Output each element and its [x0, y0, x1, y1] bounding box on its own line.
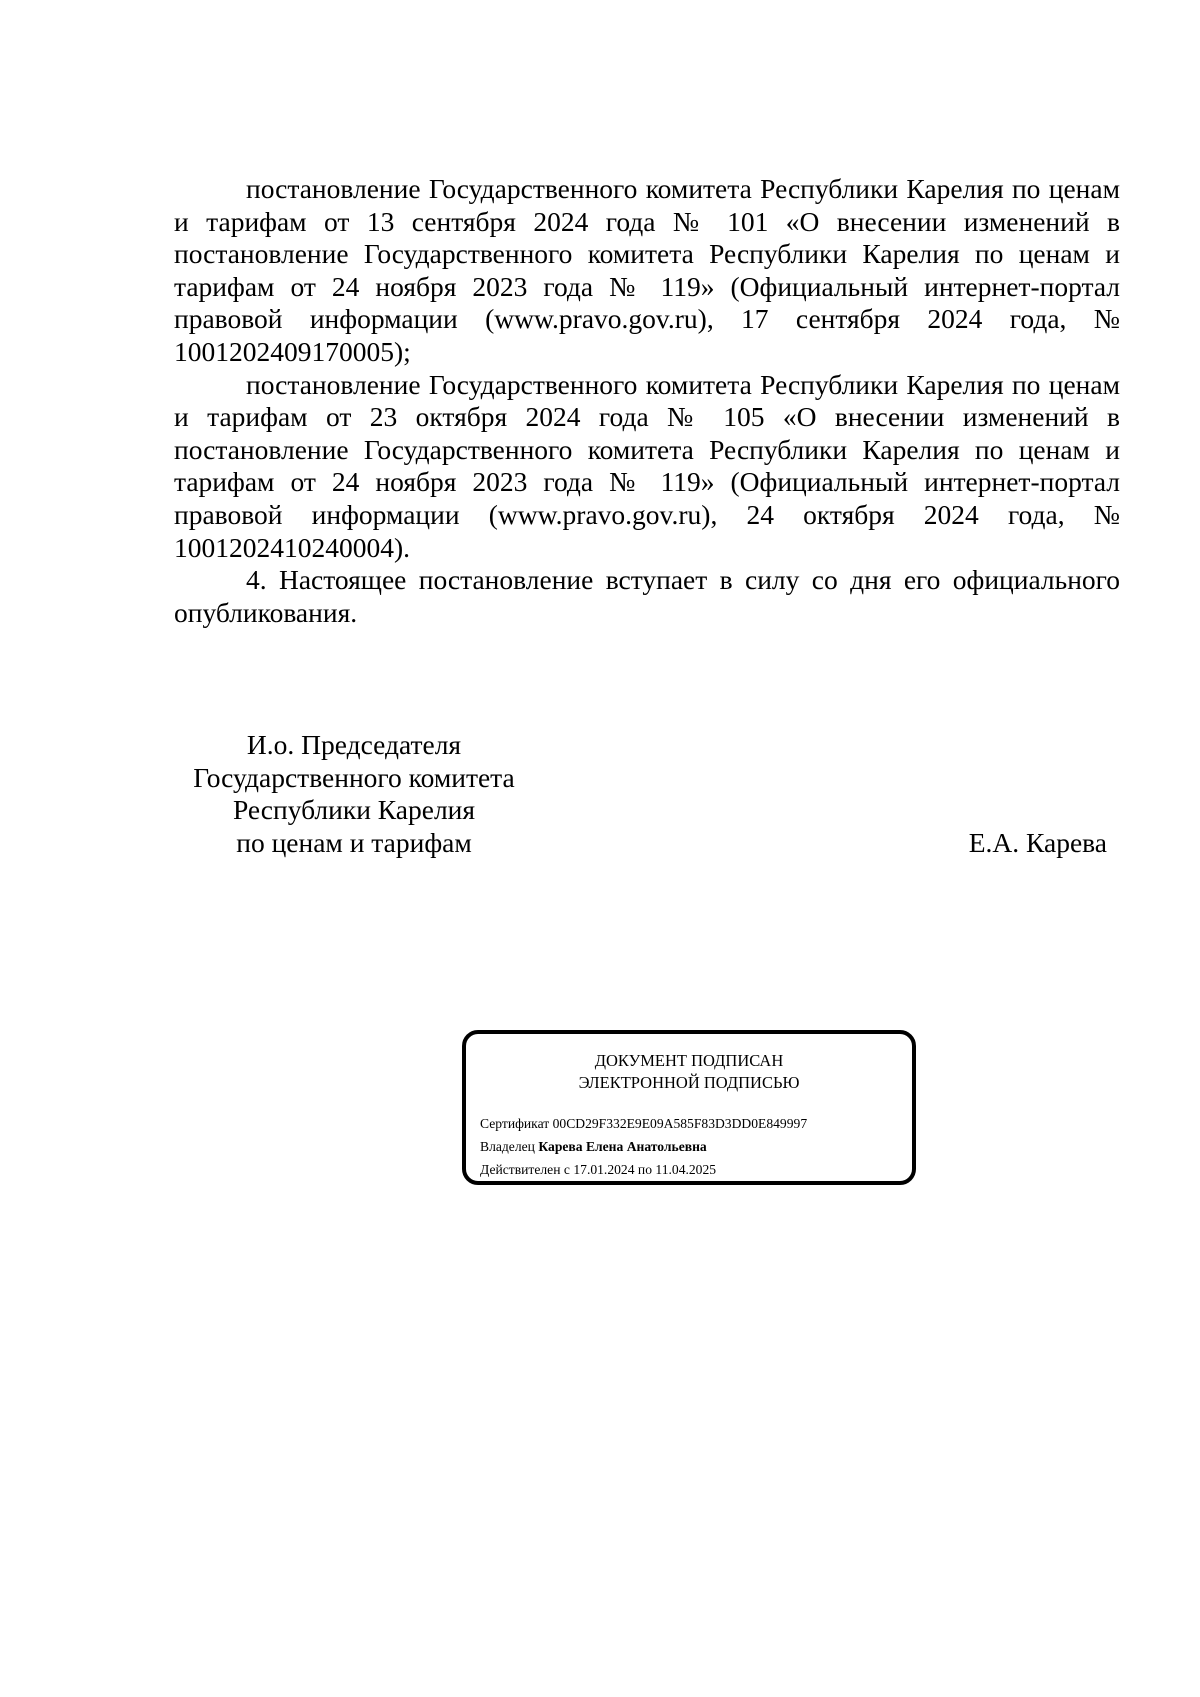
owner-value: Карева Елена Анатольевна: [538, 1139, 707, 1154]
signatory-position-line: по ценам и тарифам: [236, 826, 472, 858]
signatory-name: Е.А. Карева: [968, 827, 1107, 858]
certificate-label: Сертификат: [480, 1116, 550, 1131]
valid-from-date: 17.01.2024: [573, 1162, 635, 1177]
document-body: [174, 173, 1120, 629]
electronic-signature-stamp: [462, 1030, 916, 1185]
validity-label: Действителен: [480, 1162, 561, 1177]
stamp-title: [466, 1050, 912, 1094]
stamp-details: [480, 1112, 807, 1181]
valid-to-date: 11.04.2025: [655, 1162, 717, 1177]
valid-to-prefix: по: [637, 1162, 652, 1177]
paragraph-effective-date: 4. Настоящее постановление вступает в силу со дня его официального опубликования.: [174, 564, 1120, 628]
stamp-title-line: ДОКУМЕНТ ПОДПИСАН: [594, 1051, 784, 1070]
signatory-position-line: Республики Карелия: [232, 794, 476, 826]
validity-row: [480, 1158, 807, 1181]
signatory-position: [174, 729, 534, 859]
owner-label: Владелец: [480, 1139, 535, 1154]
signatory-position-line: И.о. Председателя: [246, 729, 462, 760]
certificate-row: [480, 1112, 807, 1135]
stamp-title-line: ЭЛЕКТРОННОЙ ПОДПИСЬЮ: [578, 1073, 800, 1092]
paragraph-resolution-101: постановление Государственного комитета Республики Карелия по ценам и тарифам от 13 сентября 2024 года № 101 «О внесении изменений в постановление Государственного комитета Республики Карелия по ценам и тарифам от 24 ноября 2023 года № 119» (Официальный интернет-портал правовой информации (www.pravo.gov.ru), 17 сентября 2024 года, № 1001202409170005);: [174, 173, 1120, 367]
valid-from-prefix: с: [563, 1162, 570, 1177]
paragraph-resolution-105: постановление Государственного комитета Республики Карелия по ценам и тарифам от 23 октября 2024 года № 105 «О внесении изменений в постановление Государственного комитета Республики Карелия по ценам и тарифам от 24 ноября 2023 года № 119» (Официальный интернет-портал правовой информации (www.pravo.gov.ru), 24 октября 2024 года, № 1001202410240004).: [174, 368, 1120, 563]
owner-row: [480, 1135, 807, 1158]
signatory-position-line: Государственного комитета: [193, 761, 515, 793]
certificate-value: 00CD29F332E9E09A585F83D3DD0E849997: [552, 1116, 808, 1131]
